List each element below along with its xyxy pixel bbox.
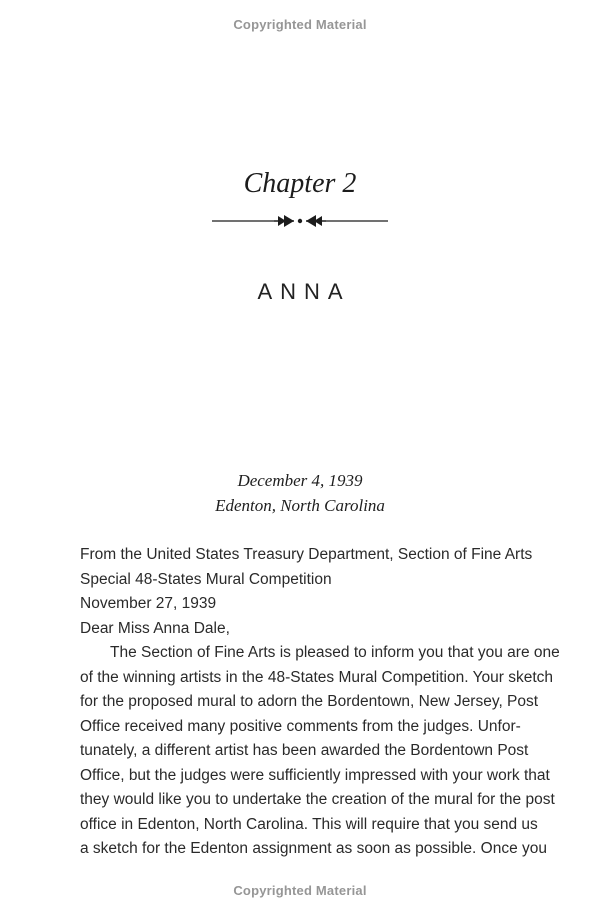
body-text-line: a sketch for the Edenton assignment as soon as possible. Once you	[80, 840, 547, 857]
body-text-line: office in Edenton, North Carolina. This will require that you send us	[80, 815, 538, 833]
body-text-line: Office, but the judges were sufficiently impressed with your work that	[80, 766, 550, 784]
body-text-line: Office received many positive comments from the judges. Unfor-	[80, 717, 521, 735]
chapter-divider	[0, 213, 600, 229]
body-text-line: Special 48-States Mural Competition	[80, 570, 332, 588]
copyright-notice-top: Copyrighted Material	[233, 17, 367, 32]
copyright-notice-bottom: Copyrighted Material	[233, 883, 367, 898]
chapter-heading: Chapter 2	[243, 168, 357, 199]
body-text-line: tunately, a different artist has been awarded the Bordentown Post	[80, 742, 529, 759]
chapter-title: ANNA	[257, 279, 351, 304]
arrows-to-dot-fleuron-icon	[212, 216, 388, 233]
body-text-line: The Section of Fine Arts is pleased to inform you that you are one	[110, 644, 560, 661]
dateline	[0, 468, 600, 518]
body-text-line: of the winning artists in the 48-States Mural Competition. Your sketch	[80, 668, 553, 686]
body-text-line: Dear Miss Anna Dale,	[80, 619, 230, 637]
body-text-line: they would like you to undertake the creation of the mural for the post	[80, 791, 555, 808]
body-text-line: November 27, 1939	[80, 595, 217, 612]
body-text-line: From the United States Treasury Department, Section of Fine Arts	[80, 546, 533, 563]
dateline-date: December 4, 1939	[237, 471, 363, 490]
dateline-location: Edenton, North Carolina	[215, 496, 385, 515]
body-text-line: for the proposed mural to adorn the Bordentown, New Jersey, Post	[80, 693, 539, 710]
letter-body	[80, 543, 560, 862]
